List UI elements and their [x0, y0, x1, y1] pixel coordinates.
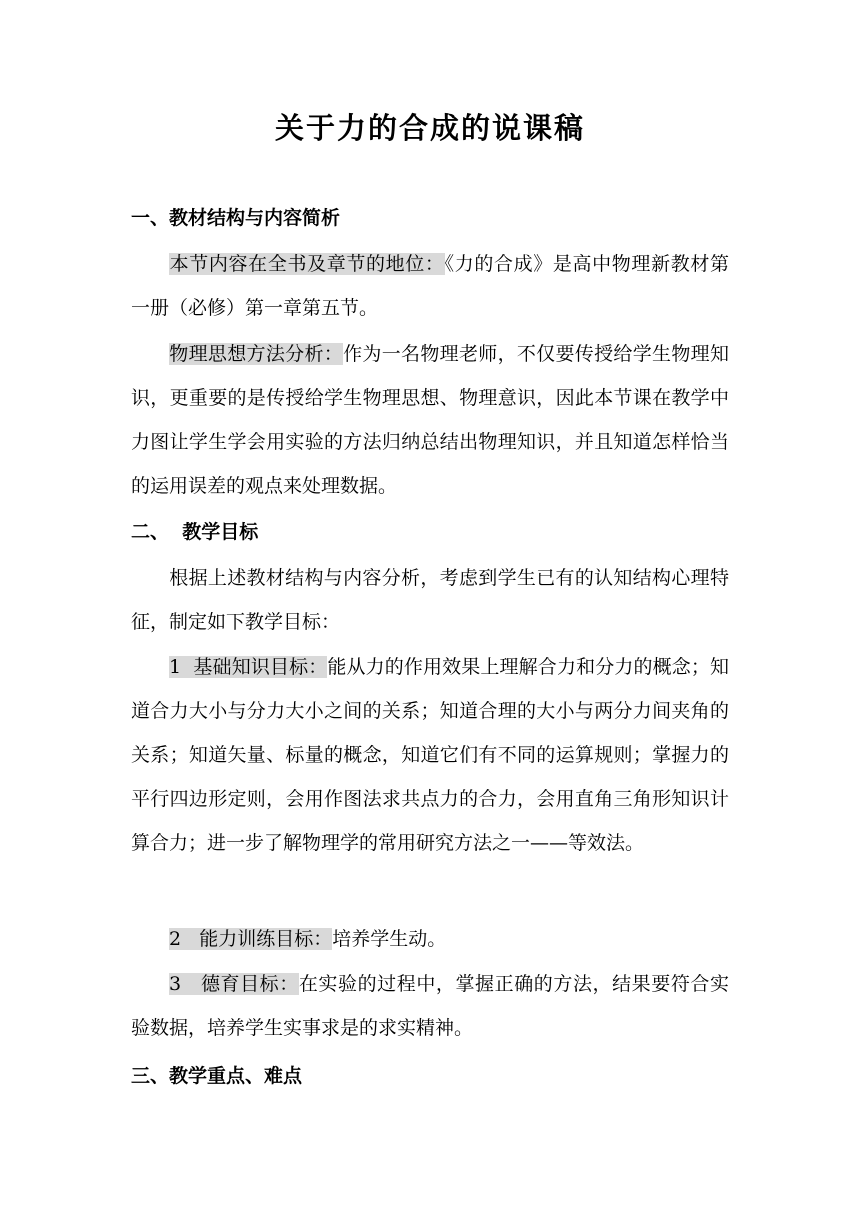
paragraph-knowledge-goal	[131, 645, 729, 865]
paragraph-moral-goal	[131, 962, 729, 1050]
paragraph-text: 培养学生动。	[332, 928, 447, 950]
section-heading-1: 一、教材结构与内容简析	[131, 207, 341, 229]
document-title: 关于力的合成的说课稿	[274, 111, 585, 145]
paragraph-label: 物理思想方法分析：	[169, 343, 344, 365]
paragraph-position	[131, 242, 729, 330]
paragraph-ability-goal	[131, 917, 729, 961]
section-heading-2: 二、 教学目标	[131, 521, 259, 543]
paragraph-label: 本节内容在全书及章节的地位：	[169, 253, 445, 275]
paragraph-text: 在实验的过程中，掌握正确的方法，结果要符合实验数据，培养学生实事求是的求实精神。	[131, 973, 729, 1039]
paragraph-label: 3 德育目标：	[169, 973, 299, 995]
paragraph-label: 1 基础知识目标：	[169, 656, 328, 678]
paragraph-intro	[131, 556, 729, 644]
paragraph-text: 作为一名物理老师，不仅要传授给学生物理知识，更重要的是传授给学生物理思想、物理意识，因此本节课在教学中力图让学生学会用实验的方法归纳总结出物理知识，并且知道怎样恰当的运用误差的观点来处理数据。	[131, 343, 729, 497]
paragraph-text: 根据上述教材结构与内容分析，考虑到学生已有的认知结构心理特征，制定如下教学目标：	[131, 567, 729, 633]
section-heading-3: 三、教学重点、难点	[131, 1065, 303, 1087]
paragraph-method	[131, 332, 729, 508]
paragraph-label: 2 能力训练目标：	[169, 928, 333, 950]
paragraph-text: 能从力的作用效果上理解合力和分力的概念；知道合力大小与分力大小之间的关系；知道合理的大小与两分力间夹角的关系；知道矢量、标量的概念，知道它们有不同的运算规则；掌握力的平行四边形定则，会用作图法求共点力的合力，会用直角三角形知识计算合力；进一步了解物理学的常用研究方法之一——等效法。	[131, 656, 729, 854]
paragraph-text: 《力的合成》是高中物理新教材第一册（必修）第一章第五节。	[131, 253, 729, 319]
